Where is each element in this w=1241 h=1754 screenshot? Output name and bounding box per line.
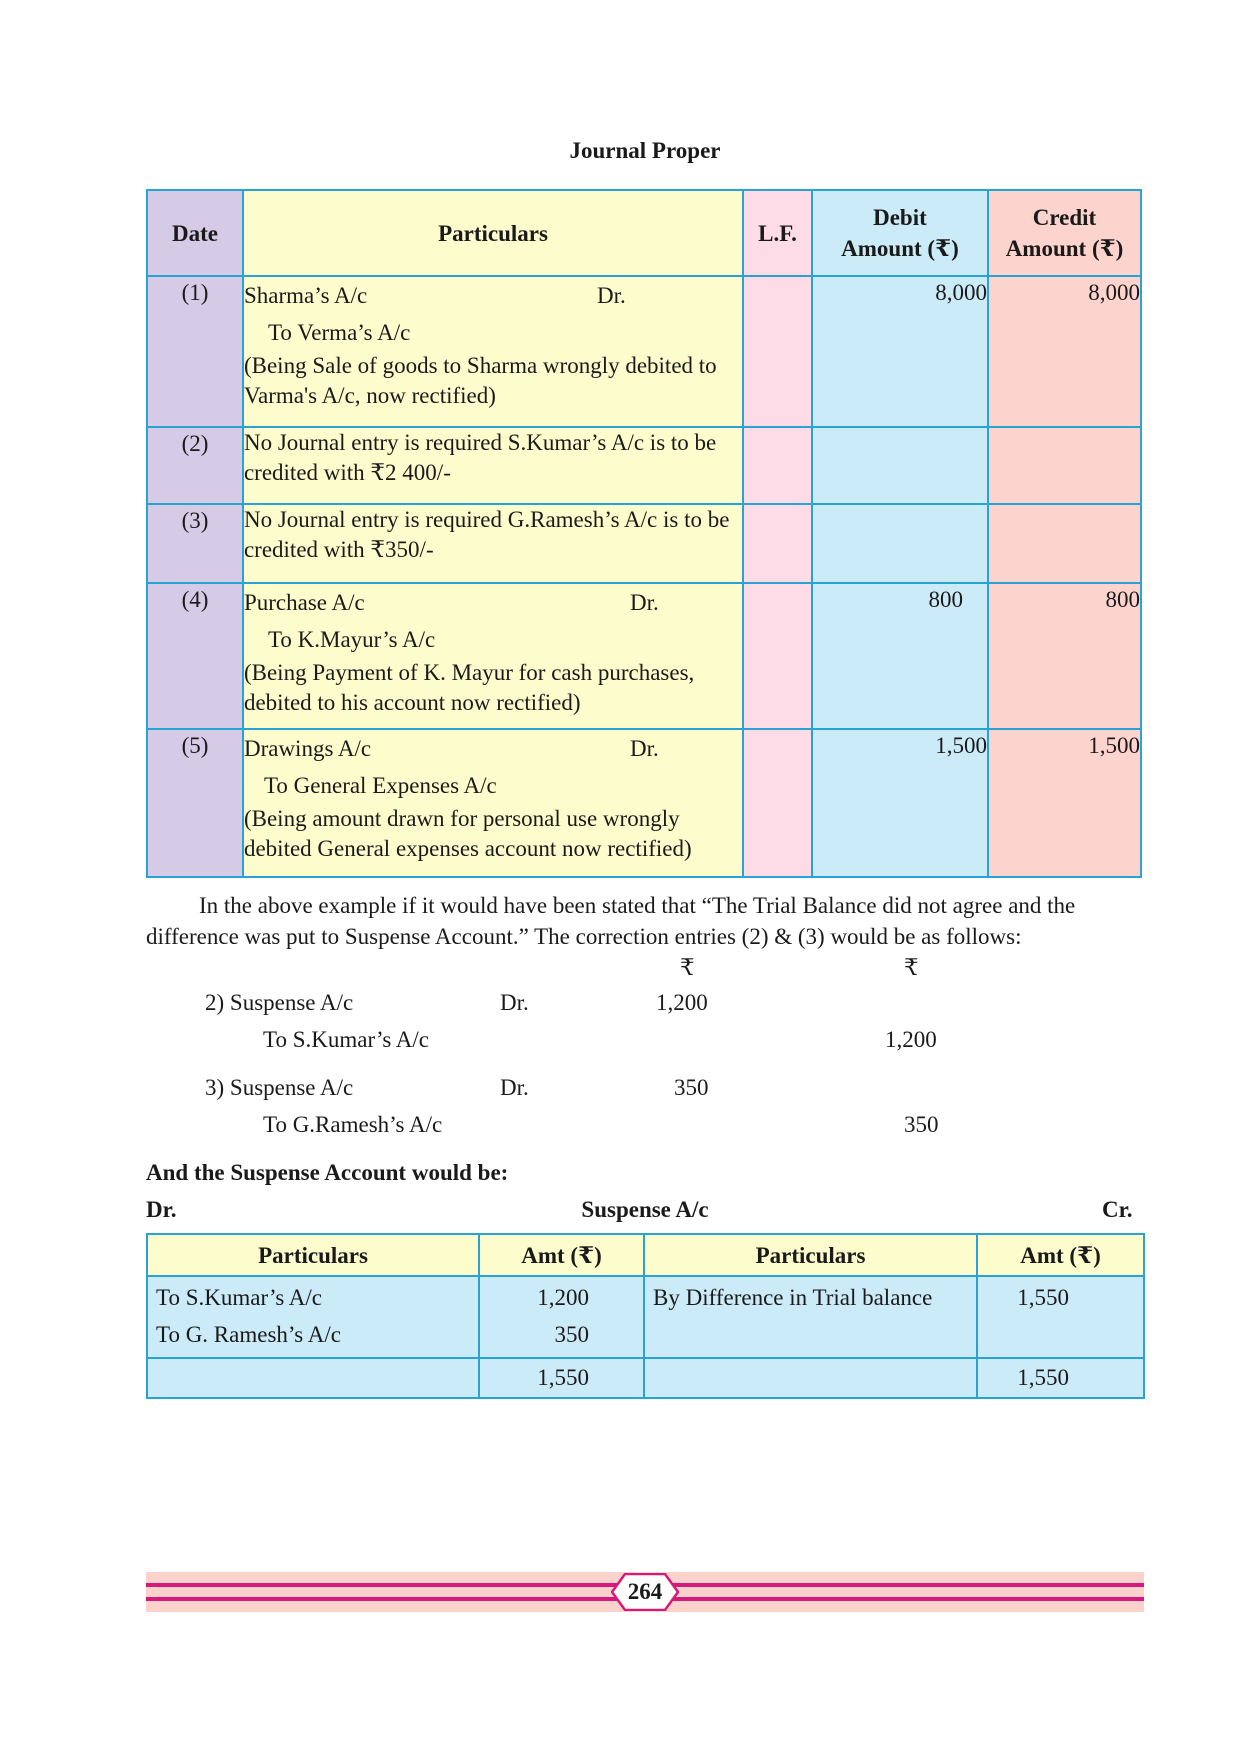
credit-account: To Verma’s A/c	[267, 320, 411, 345]
debit-account: Drawings A/c	[243, 736, 372, 761]
header-debit-line1: Debit	[873, 205, 927, 230]
suspense-intro: And the Suspense Account would be:	[146, 1160, 509, 1185]
entry3-credit-line: To G.Ramesh’s A/c	[263, 1112, 443, 1137]
entry2-debit-line: 2) Suspense A/c	[205, 990, 354, 1015]
journal-row	[147, 583, 1141, 729]
total-blank-dr	[147, 1358, 479, 1398]
credit-account: To General Expenses A/c	[263, 773, 497, 798]
row-lf	[743, 504, 812, 583]
entry3-debit-line: 3) Suspense A/c	[205, 1075, 354, 1100]
row-lf	[743, 583, 812, 729]
row-particulars	[243, 583, 743, 729]
list-item: 1,550	[1017, 1285, 1069, 1310]
header-date: Date	[147, 190, 243, 276]
header-particulars: Particulars	[243, 190, 743, 276]
total-blank-cr	[644, 1358, 977, 1398]
row-credit	[988, 504, 1141, 583]
row-particulars	[243, 729, 743, 877]
list-item: 350	[554, 1322, 589, 1347]
header-amount-cr: Amt (₹)	[977, 1234, 1144, 1276]
dr-label: Dr.	[596, 283, 626, 308]
suspense-header-row	[147, 1234, 1144, 1276]
row-date: (3)	[147, 504, 243, 583]
header-lf: L.F.	[743, 190, 812, 276]
row-note: No Journal entry is required G.Ramesh’s A/c is to be credited with ₹350/-	[243, 504, 743, 583]
row-date: (2)	[147, 427, 243, 504]
row-debit	[812, 427, 988, 504]
row-lf	[743, 276, 812, 427]
credit-particulars	[644, 1276, 977, 1358]
debit-particulars	[147, 1276, 479, 1358]
entry2-debit-amount: 1,200	[656, 990, 708, 1015]
list-item: 1,200	[537, 1285, 589, 1310]
row-debit: 800	[812, 583, 988, 729]
narration: (Being amount drawn for personal use wrongly debited General expenses account now rectified)	[243, 806, 692, 861]
row-lf	[743, 729, 812, 877]
suspense-cr-label: Cr.	[1102, 1197, 1133, 1222]
journal-header-row	[147, 190, 1141, 276]
journal-row	[147, 729, 1141, 877]
entry2-credit-amount: 1,200	[885, 1027, 937, 1052]
dr-label: Dr.	[629, 590, 659, 615]
row-particulars	[243, 276, 743, 427]
row-date: (5)	[147, 729, 243, 877]
entry2-credit-line: To S.Kumar’s A/c	[263, 1027, 429, 1052]
list-item: To G. Ramesh’s A/c	[156, 1322, 341, 1347]
row-note: No Journal entry is required S.Kumar’s A/c is to be credited with ₹2 400/-	[243, 427, 743, 504]
body-paragraph: In the above example if it would have been stated that “The Trial Balance did not agree and the difference was put to Suspense Account.” The correction entries (2) & (3) would be as follows:	[146, 893, 1076, 949]
total-credit: 1,550	[977, 1358, 1144, 1398]
credit-account: To K.Mayur’s A/c	[267, 627, 436, 652]
suspense-title: Suspense A/c	[581, 1197, 709, 1222]
entry2-dr: Dr.	[500, 990, 529, 1015]
debit-account: Purchase A/c	[243, 590, 365, 615]
list-item: To S.Kumar’s A/c	[156, 1285, 322, 1310]
narration: (Being Payment of K. Mayur for cash purchases, debited to his account now rectified)	[243, 660, 695, 715]
rupee-symbol-debit: ₹	[680, 955, 695, 980]
header-credit	[988, 190, 1141, 276]
total-debit: 1,550	[479, 1358, 644, 1398]
row-debit	[812, 504, 988, 583]
row-debit: 1,500	[812, 729, 988, 877]
list-item: By Difference in Trial balance	[653, 1285, 933, 1310]
journal-table	[146, 189, 1142, 878]
row-credit	[988, 427, 1141, 504]
suspense-entries-row	[147, 1276, 1144, 1358]
row-credit: 8,000	[988, 276, 1141, 427]
header-particulars-cr: Particulars	[644, 1234, 977, 1276]
entry3-debit-amount: 350	[674, 1075, 709, 1100]
journal-row	[147, 504, 1141, 583]
row-credit: 1,500	[988, 729, 1141, 877]
rupee-symbol-credit: ₹	[904, 955, 919, 980]
debit-amounts	[479, 1276, 644, 1358]
entry3-dr: Dr.	[500, 1075, 529, 1100]
debit-account: Sharma’s A/c	[243, 283, 368, 308]
row-credit: 800	[988, 583, 1141, 729]
header-credit-line2: Amount (₹)	[1005, 236, 1124, 261]
dr-label: Dr.	[629, 736, 659, 761]
header-particulars-dr: Particulars	[147, 1234, 479, 1276]
credit-amounts	[977, 1276, 1144, 1358]
journal-row	[147, 276, 1141, 427]
header-amount-dr: Amt (₹)	[479, 1234, 644, 1276]
header-credit-line1: Credit	[1032, 205, 1097, 230]
row-date: (1)	[147, 276, 243, 427]
page-title: Journal Proper	[569, 138, 721, 163]
row-date: (4)	[147, 583, 243, 729]
suspense-table	[146, 1233, 1145, 1399]
journal-row	[147, 427, 1141, 504]
header-debit-line2: Amount (₹)	[841, 236, 959, 261]
suspense-dr-label: Dr.	[146, 1197, 177, 1222]
header-debit	[812, 190, 988, 276]
suspense-total-row	[147, 1358, 1144, 1398]
page-number: 264	[627, 1579, 663, 1604]
row-debit: 8,000	[812, 276, 988, 427]
row-lf	[743, 427, 812, 504]
narration: (Being Sale of goods to Sharma wrongly debited to Varma's A/c, now rectified)	[243, 353, 717, 408]
entry3-credit-amount: 350	[904, 1112, 939, 1137]
